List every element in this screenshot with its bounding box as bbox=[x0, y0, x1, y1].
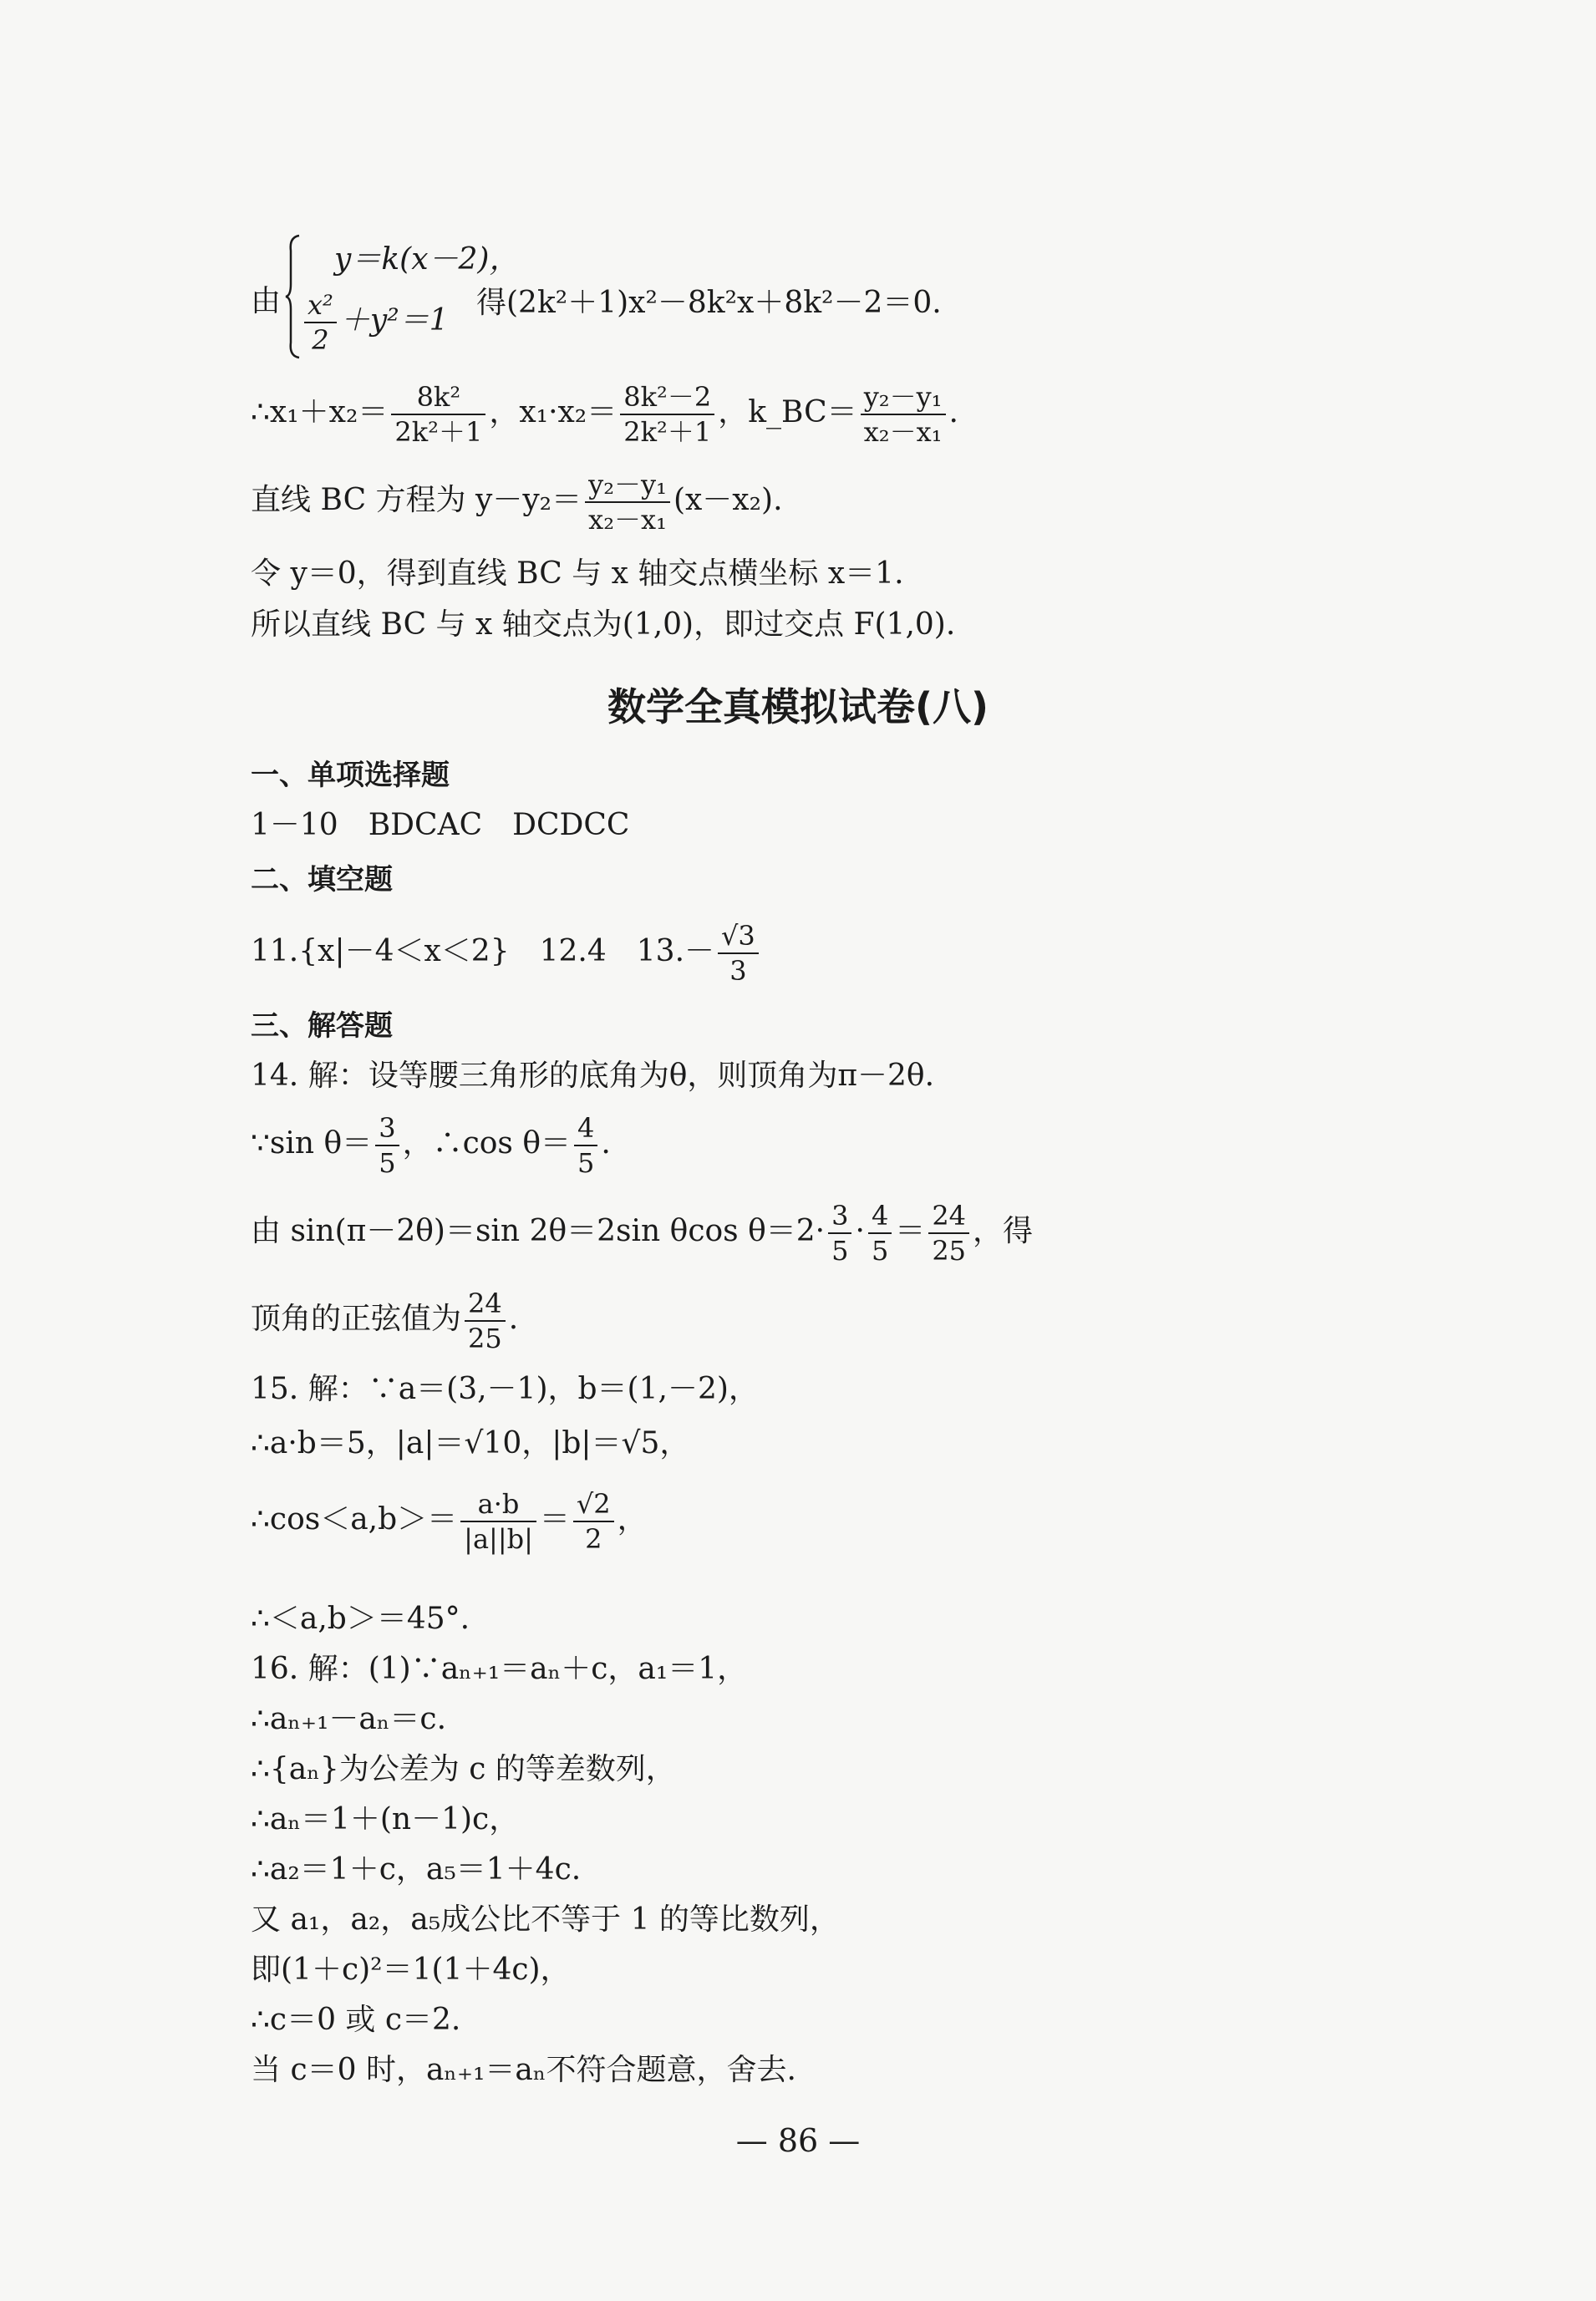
q14-line-4: 顶角的正弦值为 $\frac{24}{25}$ . bbox=[251, 1288, 519, 1354]
q14-line-3: 由 sin(π－2θ)＝sin 2θ＝2sin θcos θ＝2· $\frac{3}{5}$ · $\frac{4}{5}$ ＝ $\frac{24}{25}$ ，得 bbox=[251, 1200, 1034, 1267]
system-result: 得(2k²＋1)x²－8k²x＋8k²－2＝0. bbox=[476, 286, 942, 320]
system-eq1: y＝k(x－2)， bbox=[334, 242, 520, 277]
bc-equation-line: 直线 BC 方程为 y－y₂＝ $\frac{\text{y₂－y₁}}{\text{x₂－x₁}}$ (x－x₂). bbox=[251, 469, 783, 536]
q15-line-4: ∴＜a,b＞＝45°. bbox=[251, 1602, 470, 1636]
section-title-fill: 二、填空题 bbox=[251, 863, 393, 897]
section-title-choice: 一、单项选择题 bbox=[251, 759, 450, 792]
q16-line-7: 即(1＋c)²＝1(1＋4c)， bbox=[251, 1953, 571, 1987]
y-zero-line: 令 y＝0，得到直线 BC 与 x 轴交点横坐标 x＝1. bbox=[251, 556, 904, 591]
q16-line-5: ∴a₂＝1＋c，a₅＝1＋4c. bbox=[251, 1852, 582, 1887]
q16-line-3: ∴{aₙ}为公差为 c 的等差数列， bbox=[251, 1752, 676, 1786]
q15-line-1: 15. 解：∵a＝(3,－1)，b＝(1,－2)， bbox=[251, 1372, 759, 1406]
system-eq2-fraction: $\frac{\text{x²}}{2}$ bbox=[304, 288, 337, 357]
fill-answers: 11.{x|－4＜x＜2} 12.4 13.－ $\frac{√3}{3}$ bbox=[251, 919, 762, 988]
q16-line-8: ∴c＝0 或 c＝2. bbox=[251, 2003, 461, 2037]
q15-line-2: ∴a·b＝5，|a|＝√10，|b|＝√5， bbox=[251, 1426, 690, 1460]
q16-line-1: 16. 解：(1)∵aₙ₊₁＝aₙ＋c，a₁＝1， bbox=[251, 1652, 748, 1686]
vieta-line: ∴x₁＋x₂＝ $\frac{\text{8k²}}{\text{2k²＋1}}$ ，x₁·x₂＝ $\frac{\text{8k²－2}}{\text{2k²＋1}}$ ，k_BC＝ $\frac{\text{y₂－y₁}}{\text{x₂－x₁}}$ . bbox=[251, 381, 958, 448]
q16-line-6: 又 a₁，a₂，a₅成公比不等于 1 的等比数列， bbox=[251, 1902, 840, 1937]
conclusion-line: 所以直线 BC 与 x 轴交点为(1,0)，即过交点 F(1,0). bbox=[251, 607, 956, 642]
q16-line-9: 当 c＝0 时，aₙ₊₁＝aₙ不符合题意，舍去. bbox=[251, 2053, 796, 2087]
q14-line-1: 14. 解：设等腰三角形的底角为θ，则顶角为π－2θ. bbox=[251, 1059, 935, 1093]
q16-line-4: ∴aₙ＝1＋(n－1)c， bbox=[251, 1802, 520, 1836]
q16-line-2: ∴aₙ₊₁－aₙ＝c. bbox=[251, 1702, 447, 1736]
system-brace bbox=[284, 234, 301, 359]
q15-line-3: ∴cos＜a,b＞＝ $\frac{a\cdot b}{|a||b|}$ ＝ $\frac{√2}{2}$ ， bbox=[251, 1488, 648, 1555]
q14-line-2: ∵sin θ＝ $\frac{3}{5}$ ，∴cos θ＝ $\frac{4}{5}$ . bbox=[251, 1112, 611, 1179]
page-number: — 86 — bbox=[735, 2122, 861, 2159]
system-prefix: 由 bbox=[251, 284, 282, 318]
exam-title: 数学全真模拟试卷(八) bbox=[607, 684, 989, 729]
system-eq2: $\frac{\text{x²}}{2}$ ＋y²＝1 bbox=[301, 288, 449, 357]
choice-answers: 1－10 BDCAC DCDCC bbox=[251, 808, 630, 842]
section-title-solve: 三、解答题 bbox=[251, 1009, 393, 1043]
